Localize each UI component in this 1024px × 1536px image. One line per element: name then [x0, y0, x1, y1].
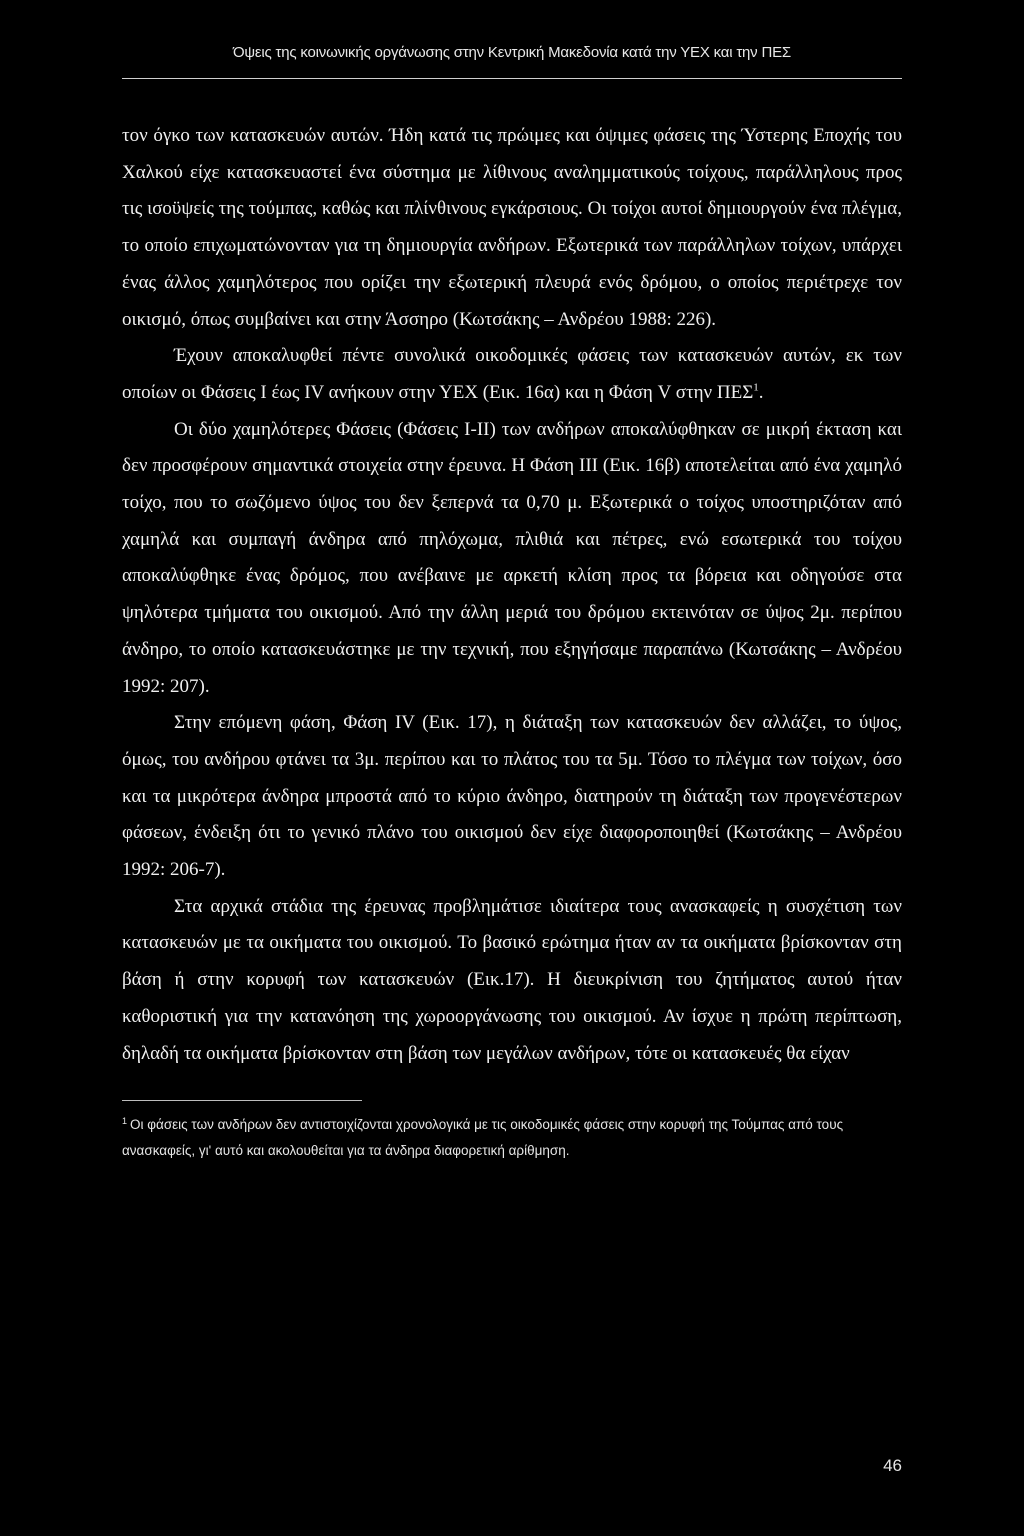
paragraph-2-text: Έχουν αποκαλυφθεί πέντε συνολικά οικοδομικές φάσεις των κατασκευών αυτών, εκ των οποίων οι Φάσεις Ι έως IV ανήκουν στην ΥΕΧ (Εικ. 16α) και η Φάση V στην ΠΕΣ: [122, 345, 902, 403]
paragraph-3: Οι δύο χαμηλότερες Φάσεις (Φάσεις Ι-ΙΙ) των ανδήρων αποκαλύφθηκαν σε μικρή έκταση και δεν προσφέρουν σημαντικά στοιχεία στην έρευνα. Η Φάση ΙΙΙ (Εικ. 16β) αποτελείται από ένα χαμηλό τοίχο, που το σωζόμενο ύψος του δεν ξεπερνά τα 0,70 μ. Εξωτερικά ο τοίχος υποστηριζόταν από χαμηλά και συμπαγή άνδηρα από πηλόχωμα, πλιθιά και πέτρες, ενώ εσωτερικά του τοίχου αποκαλύφθηκε ένας δρόμος, που ανέβαινε με αρκετή κλίση προς τα βόρεια και οδηγούσε στα ψηλότερα τμήματα του οικισμού. Από την άλλη μεριά του δρόμου εκτεινόταν σε ύψος 2μ. περίπου άνδηρο, το οποίο κατασκευάστηκε με την τεχνική, που εξηγήσαμε παραπάνω (Κωτσάκης – Ανδρέου 1992: 207).: [122, 418, 902, 697]
page-number: 46: [883, 1456, 902, 1475]
footnote-mark: 1: [122, 1115, 128, 1126]
footnote-divider: [122, 1100, 362, 1101]
header-divider: [122, 78, 902, 79]
footnote-reference[interactable]: 1: [753, 381, 759, 394]
paragraph-2: [122, 338, 902, 411]
paragraph-2-end: .: [758, 381, 764, 403]
footnote-text: Οι φάσεις των ανδήρων δεν αντιστοιχίζονται χρονολογικά με τις οικοδομικές φάσεις στην κορυφή της Τούμπας από τους ανασκαφείς, γι' αυτό και ακολουθείται για τα άνδηρα διαφορετική αρίθμηση.: [122, 1117, 844, 1158]
running-header: Όψεις της κοινωνικής οργάνωσης στην Κεντρική Μακεδονία κατά την ΥΕΧ και την ΠΕΣ: [233, 44, 791, 61]
footnote: [122, 1112, 902, 1164]
main-text: [122, 118, 902, 1072]
paragraph-1: τον όγκο των κατασκευών αυτών. Ήδη κατά τις πρώιμες και όψιμες φάσεις της Ύστερης Εποχής του Χαλκού είχε κατασκευαστεί ένα σύστημα με λίθινους αναλημματικούς τοίχους, παράλληλους προς τις ισοϋψείς της τούμπας, καθώς και πλίνθινους εγκάρσιους. Οι τοίχοι αυτοί δημιουργούν ένα πλέγμα, το οποίο επιχωματώνονταν για τη δημιουργία ανδήρων. Εξωτερικά των παράλληλων τοίχων, υπάρχει ένας άλλος χαμηλότερος που ορίζει την εξωτερική πλευρά ενός δρόμου, ο οποίος περιέτρεχε τον οικισμό, όπως συμβαίνει και στην Άσσηρο (Κωτσάκης – Ανδρέου 1988: 226).: [122, 125, 902, 330]
paragraph-5: Στα αρχικά στάδια της έρευνας προβλημάτισε ιδιαίτερα τους ανασκαφείς η συσχέτιση των κατασκευών με τα οικήματα του οικισμού. Το βασικό ερώτημα ήταν αν τα οικήματα βρίσκονταν στη βάση ή στην κορυφή των κατασκευών (Εικ.17). Η διευκρίνιση του ζητήματος αυτού ήταν καθοριστική για την κατανόηση της χωροοργάνωσης του οικισμού. Αν ίσχυε η πρώτη περίπτωση, δηλαδή τα οικήματα βρίσκονταν στη βάση των μεγάλων ανδήρων, τότε οι κατασκευές θα είχαν: [122, 895, 902, 1064]
paragraph-4: Στην επόμενη φάση, Φάση IV (Εικ. 17), η διάταξη των κατασκευών δεν αλλάζει, το ύψος, όμως, του ανδήρου φτάνει τα 3μ. περίπου και το πλάτος του τα 5μ. Τόσο το πλέγμα των τοίχων, όσο και τα μικρότερα άνδηρα μπροστά από το κύριο άνδηρο, διατηρούν τη διάταξη των προγενέστερων φάσεων, ένδειξη ότι το γενικό πλάνο του οικισμού δεν είχε διαφοροποιηθεί (Κωτσάκης – Ανδρέου 1992: 206-7).: [122, 712, 902, 881]
